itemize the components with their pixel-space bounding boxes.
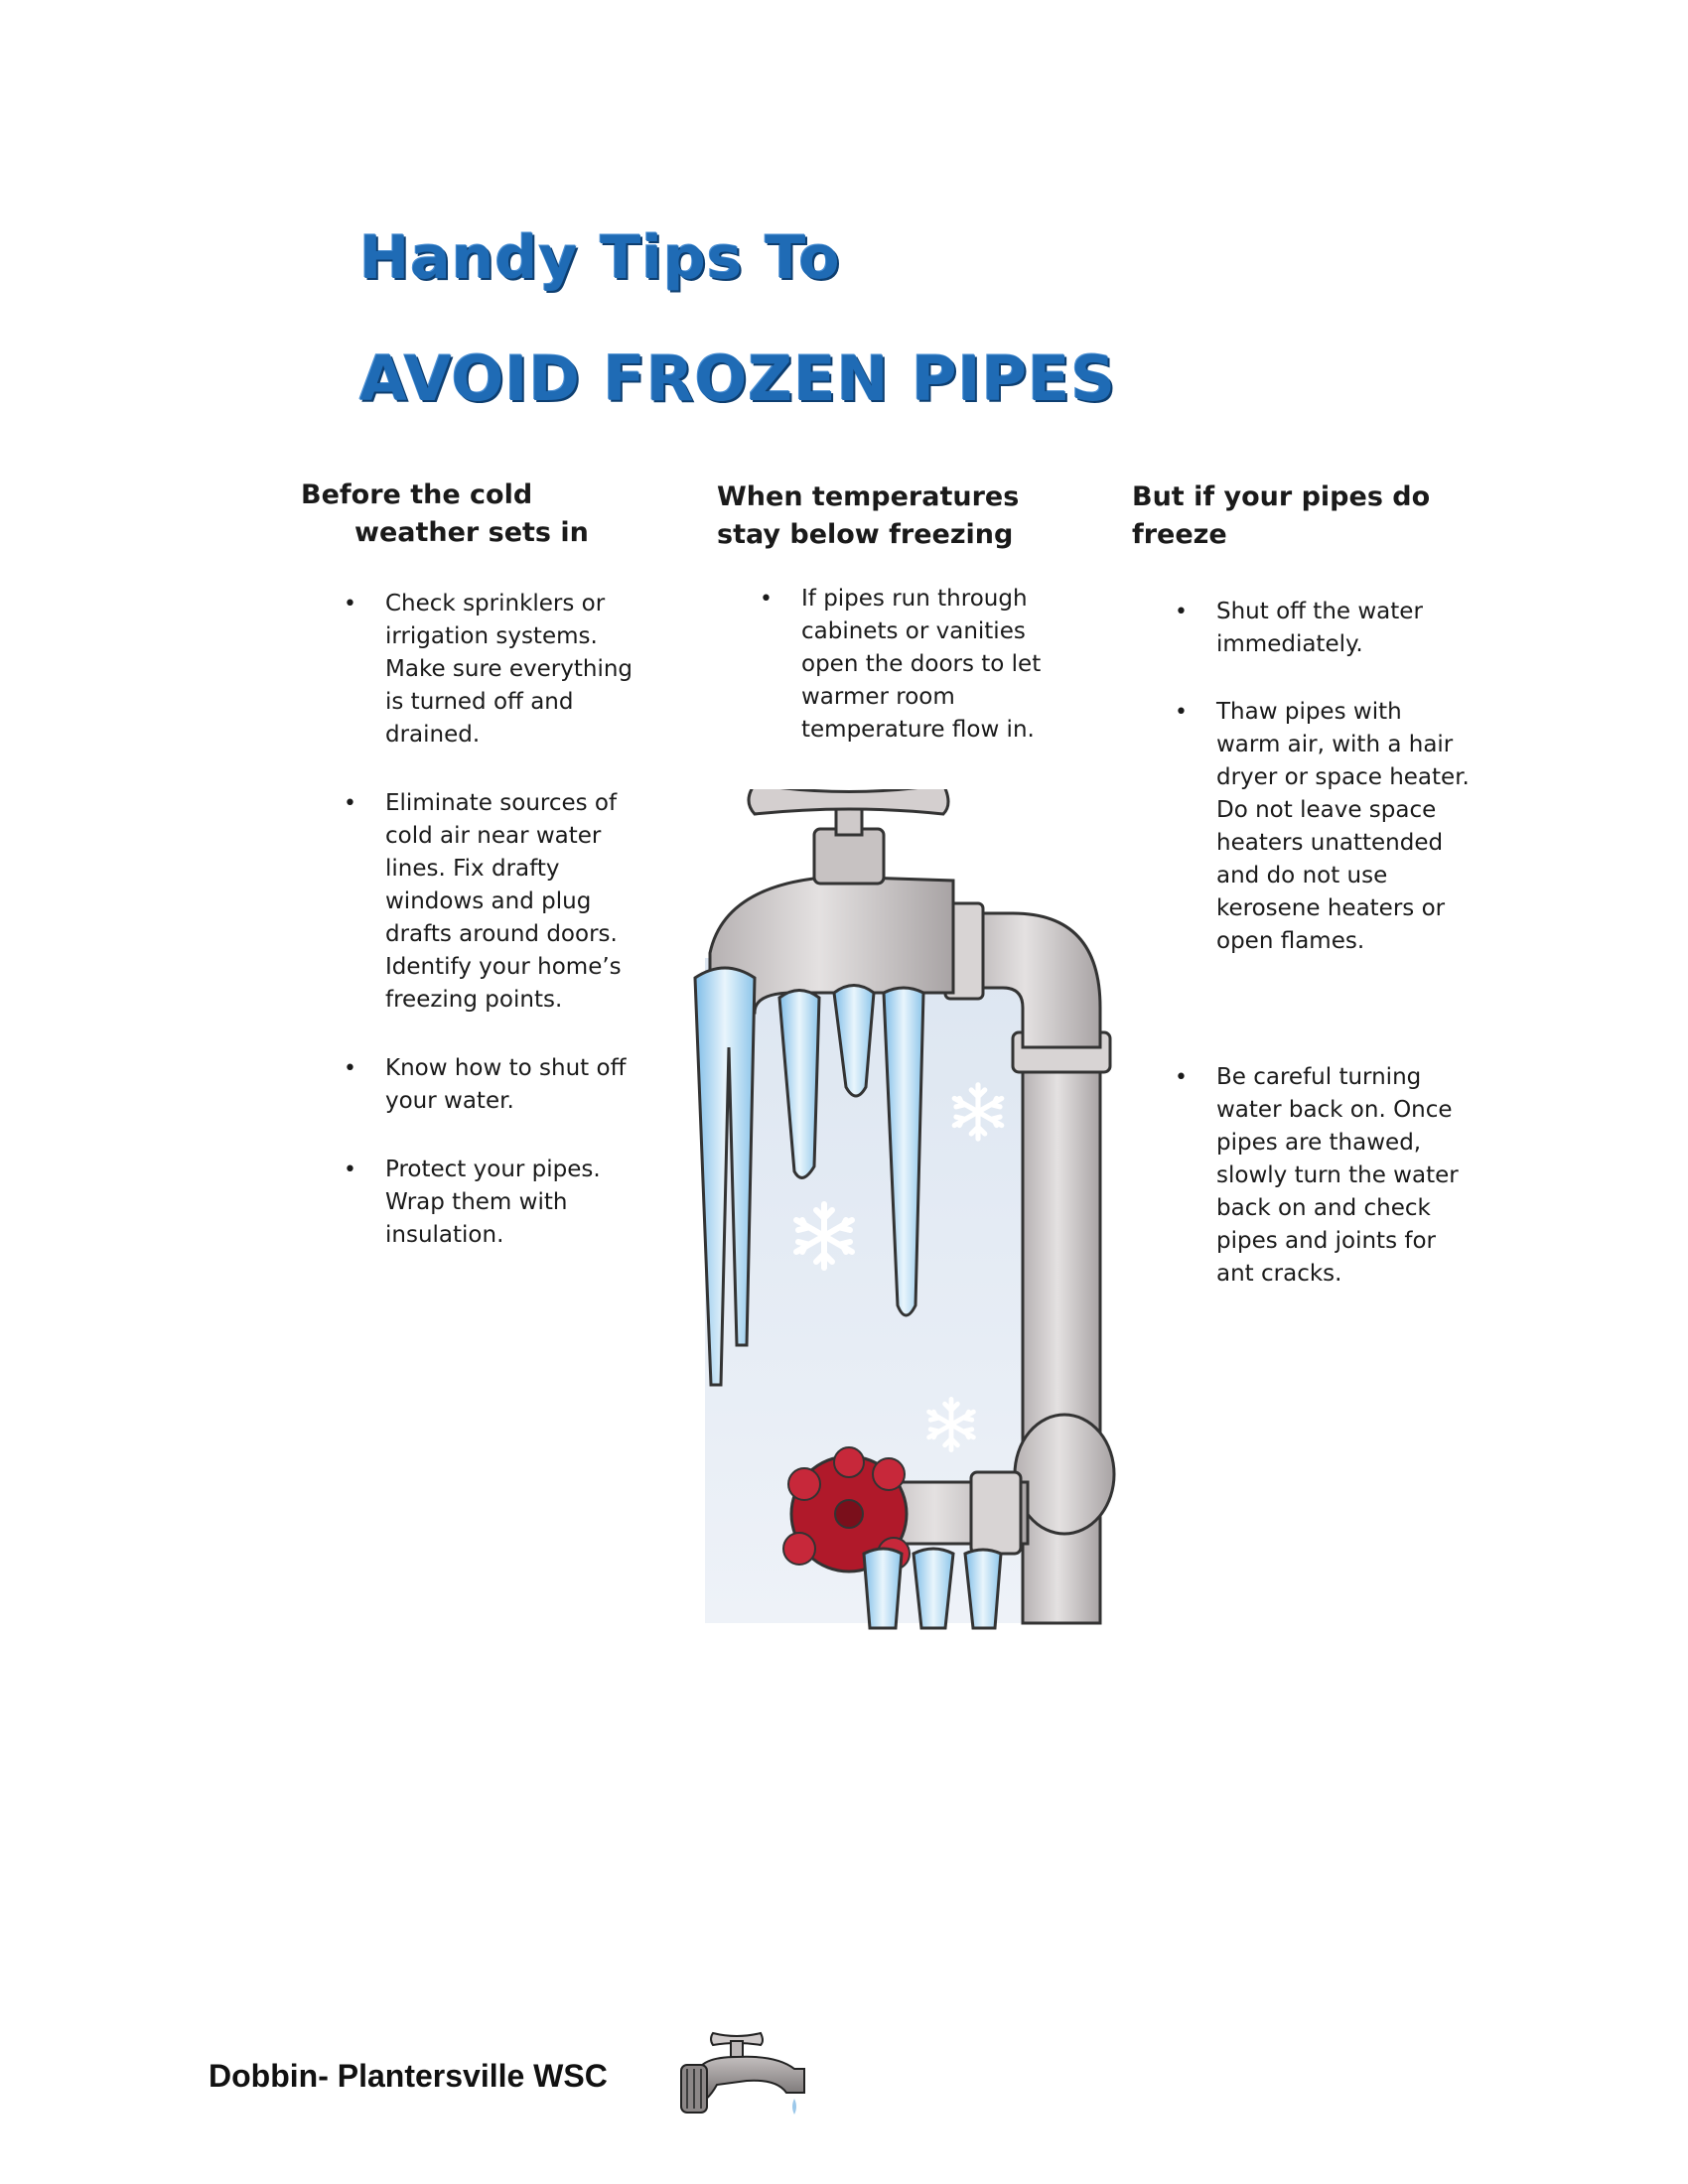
- tip-item: [1175, 696, 1473, 958]
- bullet-icon: •: [1175, 1065, 1188, 1090]
- bullet-icon: •: [344, 1056, 356, 1081]
- organization-name: Dobbin- Plantersville WSC: [209, 2058, 608, 2094]
- tip-item: [344, 787, 651, 1017]
- tip-text: If pipes run through cabinets or vanities open the doors to let warmer room temperature flow in.: [801, 586, 1042, 743]
- tip-text: Check sprinklers or irrigation systems. Make sure everything is turned off and drained.: [385, 591, 633, 748]
- tips-list-if-frozen: [1175, 596, 1473, 1291]
- tip-item: [760, 583, 1067, 747]
- tip-text: Eliminate sources of cold air near water lines. Fix drafty windows and plug drafts around doors. Identify your home’s freezing points.: [385, 790, 622, 1013]
- heading-line: stay below freezing: [717, 519, 1014, 550]
- tip-text: Be careful turning water back on. Once pipes are thawed, slowly turn the water back on and check pipes and joints for ant cracks.: [1216, 1064, 1459, 1287]
- faucet-icon: [677, 2025, 808, 2124]
- title-line-1: Handy Tips To: [359, 223, 841, 293]
- bullet-icon: •: [760, 587, 773, 612]
- bullet-icon: •: [344, 592, 356, 616]
- tip-text: Thaw pipes with warm air, with a hair dryer or space heater. Do not leave space heaters unattended and do not use kerosene heaters or open flames.: [1216, 699, 1470, 954]
- bullet-icon: •: [1175, 700, 1188, 725]
- bullet-icon: •: [344, 1158, 356, 1182]
- heading-line: But if your pipes do: [1132, 481, 1431, 512]
- column-heading-if-frozen: [1132, 478, 1509, 554]
- bullet-icon: •: [344, 791, 356, 816]
- tips-list-below-freezing: [760, 583, 1067, 747]
- column-heading-below-freezing: [717, 478, 1074, 554]
- tip-item: [344, 588, 651, 751]
- tip-text: Shut off the water immediately.: [1216, 599, 1423, 657]
- tip-item: [344, 1154, 651, 1252]
- tip-item: [1175, 1061, 1473, 1291]
- bullet-icon: •: [1175, 600, 1188, 624]
- heading-line: freeze: [1132, 519, 1227, 550]
- column-heading-before-cold: [301, 477, 678, 552]
- tip-text: Protect your pipes. Wrap them with insulation.: [385, 1157, 601, 1248]
- tips-list-before-cold: [344, 588, 651, 1288]
- tip-item: [344, 1052, 651, 1118]
- heading-line: Before the cold: [301, 479, 533, 510]
- heading-line: When temperatures: [717, 481, 1020, 512]
- tip-item: [1175, 596, 1473, 661]
- title-line-2: AVOID FROZEN PIPES: [359, 342, 1117, 415]
- frozen-faucet-illustration: [685, 789, 1122, 1633]
- heading-line: weather sets in: [354, 517, 589, 548]
- tip-text: Know how to shut off your water.: [385, 1055, 627, 1114]
